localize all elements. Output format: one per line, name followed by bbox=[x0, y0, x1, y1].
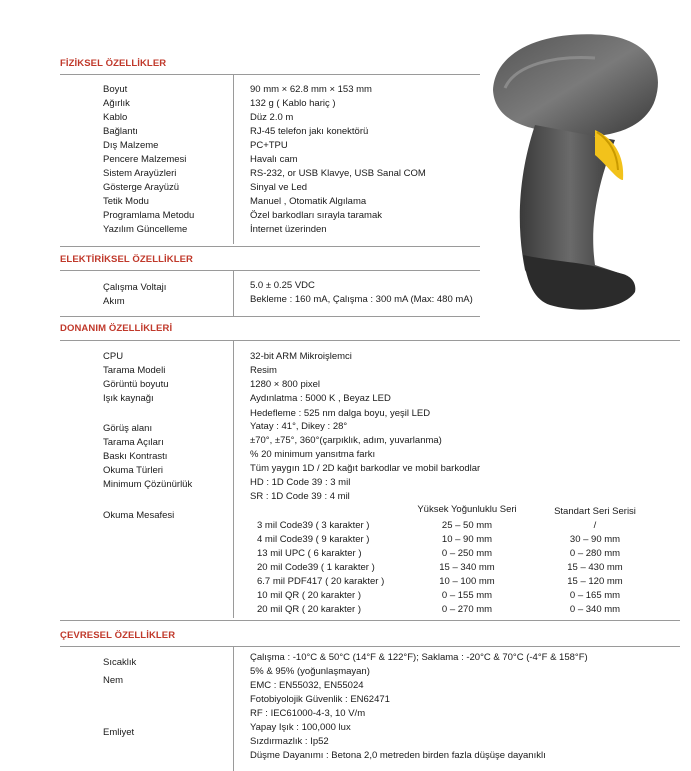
reading-hd: 0 – 270 mm bbox=[441, 604, 493, 615]
electrical-divider bbox=[60, 270, 480, 271]
spec-label: Sistem Arayüzleri bbox=[103, 168, 177, 179]
spec-label: Gösterge Arayüzü bbox=[103, 182, 180, 193]
spec-label: Görüş alanı bbox=[103, 423, 153, 434]
spec-value: Resim bbox=[250, 365, 277, 376]
spec-label: Tetik Modu bbox=[103, 196, 149, 207]
env-line: Çalışma : -10°C & 50°C (14°F & 122°F); Saklama : -20°C & 70°C (-4°F & 158°F) bbox=[250, 652, 588, 663]
env-line: Yapay Işık : 100,000 lux bbox=[250, 722, 351, 733]
spec-value: Aydınlatma : 5000 K , Beyaz LED bbox=[250, 393, 391, 404]
hardware-divider bbox=[60, 340, 680, 341]
reading-code: 4 mil Code39 ( 9 karakter ) bbox=[257, 534, 370, 545]
barcode-scanner-image bbox=[475, 30, 665, 320]
spec-value: 32-bit ARM Mikroişlemci bbox=[250, 351, 352, 362]
env-line: Düşme Dayanımı : Betona 2,0 metreden birden fazla düşüşe dayanıklı bbox=[250, 750, 546, 761]
spec-value: Manuel , Otomatik Algılama bbox=[250, 196, 367, 207]
spec-label: Işık kaynağı bbox=[103, 393, 154, 404]
spec-value: ±70°, ±75°, 360°(çarpıklık, adım, yuvarlanma) bbox=[250, 435, 442, 446]
spec-value: Bekleme : 160 mA, Çalışma : 300 mA (Max: 480 mA) bbox=[250, 294, 473, 305]
electrical-top-divider bbox=[60, 246, 480, 247]
env-line: Fotobiyolojik Güvenlik : EN62471 bbox=[250, 694, 390, 705]
spec-value: Hedefleme : 525 nm dalga boyu, yeşil LED bbox=[250, 408, 431, 419]
spec-label: Akım bbox=[103, 296, 125, 307]
spec-label: Görüntü boyutu bbox=[103, 379, 169, 390]
reading-code: 6.7 mil PDF417 ( 20 karakter ) bbox=[257, 576, 385, 587]
reading-sr: 30 – 90 mm bbox=[569, 534, 621, 545]
reading-hd: 15 – 340 mm bbox=[439, 562, 495, 573]
reading-hd: 10 – 100 mm bbox=[439, 576, 495, 587]
sr-series-header: Standart Seri Serisi bbox=[554, 506, 636, 517]
reading-hd: 0 – 250 mm bbox=[441, 548, 493, 559]
spec-label: Programlama Metodu bbox=[103, 210, 195, 221]
spec-label: Ağırlık bbox=[103, 98, 130, 109]
hardware-top-divider bbox=[60, 316, 480, 317]
spec-value: RS-232, or USB Klavye, USB Sanal COM bbox=[250, 168, 426, 179]
spec-label: Baskı Kontrastı bbox=[103, 451, 168, 462]
spec-label: Pencere Malzemesi bbox=[103, 154, 187, 165]
electrical-column-divider bbox=[233, 270, 234, 316]
reading-code: 20 mil Code39 ( 1 karakter ) bbox=[257, 562, 375, 573]
spec-value: Tüm yaygın 1D / 2D kağıt barkodlar ve mobil barkodlar bbox=[250, 463, 481, 474]
spec-value: 1280 × 800 pixel bbox=[250, 379, 320, 390]
env-line: 5% & 95% (yoğunlaşmayan) bbox=[250, 666, 370, 677]
spec-label: Bağlantı bbox=[103, 126, 138, 137]
spec-label: Dış Malzeme bbox=[103, 140, 159, 151]
reading-sr: 15 – 120 mm bbox=[567, 576, 623, 587]
reading-hd: 10 – 90 mm bbox=[441, 534, 493, 545]
environmental-top-divider bbox=[60, 620, 680, 621]
spec-label: CPU bbox=[103, 351, 124, 362]
reading-code: 3 mil Code39 ( 3 karakter ) bbox=[257, 520, 370, 531]
physical-section-title: FİZİKSEL ÖZELLİKLER bbox=[60, 58, 167, 69]
env-line: RF : IEC61000-4-3, 10 V/m bbox=[250, 708, 366, 719]
spec-value: İnternet üzerinden bbox=[250, 224, 327, 235]
spec-value: HD : 1D Code 39 : 3 mil bbox=[250, 477, 351, 488]
spec-label: Boyut bbox=[103, 84, 128, 95]
spec-label: Minimum Çözünürlük bbox=[103, 479, 193, 490]
reading-code: 13 mil UPC ( 6 karakter ) bbox=[257, 548, 362, 559]
spec-label: Tarama Modeli bbox=[103, 365, 166, 376]
reading-code: 20 mil QR ( 20 karakter ) bbox=[257, 604, 361, 615]
environmental-column-divider bbox=[233, 646, 234, 771]
spec-label: Çalışma Voltajı bbox=[103, 282, 167, 293]
hardware-column-divider bbox=[233, 340, 234, 618]
environmental-divider bbox=[60, 646, 680, 647]
physical-column-divider bbox=[233, 74, 234, 244]
spec-label: Kablo bbox=[103, 112, 128, 123]
physical-divider bbox=[60, 74, 480, 75]
spec-label: Yazılım Güncelleme bbox=[103, 224, 188, 235]
environmental-section-title: ÇEVRESEL ÖZELLİKLER bbox=[60, 630, 176, 641]
spec-value: 90 mm × 62.8 mm × 153 mm bbox=[250, 84, 372, 95]
electrical-section-title: ELEKTİRİKSEL ÖZELLİKLER bbox=[60, 254, 194, 265]
spec-value: PC+TPU bbox=[250, 140, 288, 151]
reading-sr: 0 – 280 mm bbox=[569, 548, 621, 559]
hd-series-header: Yüksek Yoğunluklu Seri bbox=[417, 504, 517, 515]
spec-value: 132 g ( Kablo hariç ) bbox=[250, 98, 336, 109]
reading-distance-label: Okuma Mesafesi bbox=[103, 510, 175, 521]
reading-sr: / bbox=[593, 520, 597, 531]
spec-label: Okuma Türleri bbox=[103, 465, 164, 476]
spec-value: % 20 minimum yansıtma farkı bbox=[250, 449, 376, 460]
spec-label: Tarama Açıları bbox=[103, 437, 164, 448]
reading-sr: 0 – 165 mm bbox=[569, 590, 621, 601]
spec-value: Sinyal ve Led bbox=[250, 182, 308, 193]
spec-value: Düz 2.0 m bbox=[250, 112, 294, 123]
spec-value: Havalı cam bbox=[250, 154, 298, 165]
reading-sr: 15 – 430 mm bbox=[567, 562, 623, 573]
env-line: Sızdırmazlık : Ip52 bbox=[250, 736, 329, 747]
temperature-label: Sıcaklık bbox=[103, 657, 137, 668]
spec-value: SR : 1D Code 39 : 4 mil bbox=[250, 491, 350, 502]
env-line: EMC : EN55032, EN55024 bbox=[250, 680, 364, 691]
safety-label: Emliyet bbox=[103, 727, 135, 738]
hardware-section-title: DONANIM ÖZELLİKLERİ bbox=[60, 323, 173, 334]
humidity-label: Nem bbox=[103, 675, 124, 686]
spec-value: Yatay : 41°, Dikey : 28° bbox=[250, 421, 348, 432]
spec-value: Özel barkodları sırayla taramak bbox=[250, 210, 382, 221]
spec-value: RJ-45 telefon jakı konektörü bbox=[250, 126, 369, 137]
reading-hd: 0 – 155 mm bbox=[441, 590, 493, 601]
reading-code: 10 mil QR ( 20 karakter ) bbox=[257, 590, 361, 601]
reading-sr: 0 – 340 mm bbox=[569, 604, 621, 615]
reading-hd: 25 – 50 mm bbox=[441, 520, 493, 531]
spec-value: 5.0 ± 0.25 VDC bbox=[250, 280, 315, 291]
